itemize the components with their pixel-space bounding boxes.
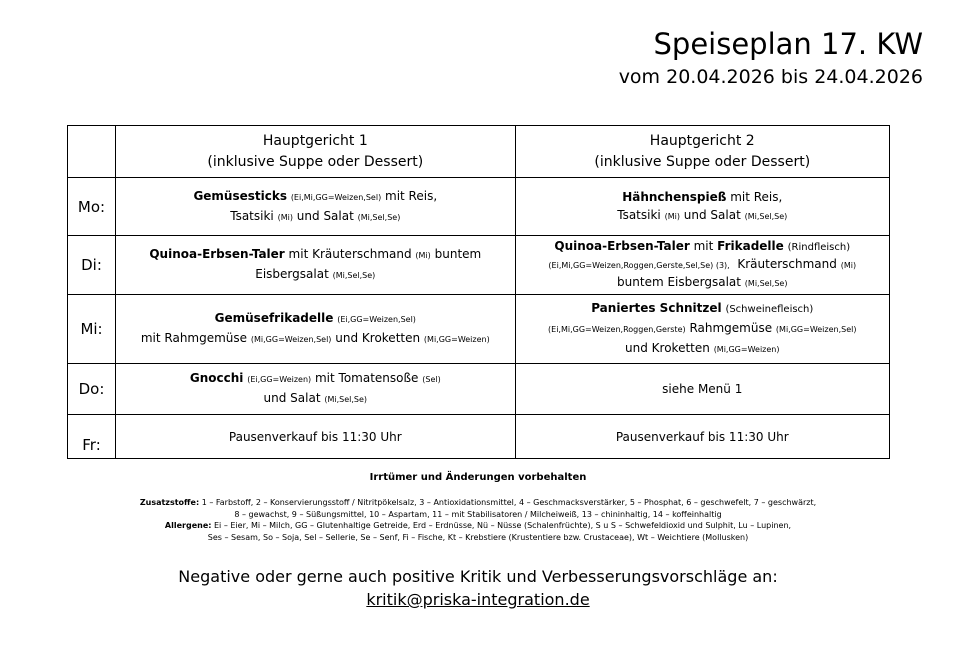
allergens-label: Allergene: xyxy=(164,521,212,530)
feedback-email-link[interactable]: kritik@priska-integration.de xyxy=(366,590,590,609)
dish-name: Hähnchenspieß xyxy=(622,189,727,204)
page-title: Speiseplan 17. KW xyxy=(653,27,923,61)
meal-thursday-1 xyxy=(116,364,515,415)
table-row-friday xyxy=(68,415,890,459)
dish-name: Gemüsefrikadelle xyxy=(214,311,334,325)
allergen-note: (Mi,GG=Weizen) xyxy=(713,345,780,354)
column-header-main-2 xyxy=(515,126,889,178)
column-header-main-2-title: Hauptgericht 2 xyxy=(649,132,755,149)
day-label-tuesday: Di: xyxy=(68,236,116,295)
allergen-note: (Mi) xyxy=(664,211,680,221)
table-row-wednesday xyxy=(68,295,890,364)
meal-monday-2 xyxy=(515,178,889,236)
meat-note: (Schweinefleisch) xyxy=(725,304,814,315)
dish-text: Tsatsiki xyxy=(617,207,661,222)
meal-friday-2 xyxy=(515,415,889,459)
date-range: vom 20.04.2026 bis 24.04.2026 xyxy=(618,66,923,88)
table-header-row xyxy=(68,126,890,178)
dish-text: mit Reis, xyxy=(730,189,783,204)
allergen-note: (Mi,Sel,Se) xyxy=(744,211,788,221)
dish-name: Gnocchi xyxy=(189,371,244,385)
allergens-text: Ei – Eier, Mi – Milch, GG – Glutenhaltige Getreide, Erd – Erdnüsse, Nü – Nüsse (Schalenfrüchte), S u S – Schwefeldioxid und Sulphit, Lu – Lupinen, xyxy=(214,521,792,530)
table-row-tuesday xyxy=(68,236,890,295)
meal-thursday-2 xyxy=(515,364,889,415)
feedback-text: Negative oder gerne auch positive Kritik und Verbesserungsvorschläge an: xyxy=(178,567,778,586)
dish-text: Pausenverkauf bis 11:30 Uhr xyxy=(615,429,789,444)
dish-text: und Salat xyxy=(683,207,741,222)
meal-friday-1 xyxy=(116,415,515,459)
dish-text: buntem xyxy=(434,247,482,261)
allergen-note: (Mi) xyxy=(415,251,431,260)
additives-label: Zusatzstoffe: xyxy=(139,498,200,507)
legend xyxy=(0,497,956,543)
table-row-monday xyxy=(68,178,890,236)
dish-name: Paniertes Schnitzel xyxy=(591,301,722,315)
allergen-note: (Ei,GG=Weizen,Sel) xyxy=(337,315,416,324)
allergens-text-cont: Ses – Sesam, So – Soja, Sel – Sellerie, Se – Senf, Fi – Fische, Kt – Krebstiere (Krustentiere bzw. Crustaceae), Wt – Weichtiere (Mollusken) xyxy=(207,532,749,542)
dish-text: mit Kräuterschmand xyxy=(288,247,412,261)
allergen-note: (Mi,Sel,Se) xyxy=(324,395,368,404)
allergen-note: (Mi) xyxy=(840,261,857,270)
dish-text: buntem Eisbergsalat xyxy=(617,275,741,289)
allergen-note: (Mi,Sel,Se) xyxy=(332,271,376,280)
column-header-main-1-title: Hauptgericht 1 xyxy=(262,132,368,149)
dish-name: Quinoa-Erbsen-Taler xyxy=(149,247,285,261)
day-label-friday: Fr: xyxy=(68,415,116,459)
allergen-note: (Ei,GG=Weizen) xyxy=(247,375,312,384)
additives-text: 1 – Farbstoff, 2 – Konservierungsstoff / Nitritpökelsalz, 3 – Antioxidationsmittel, 4 – Geschmacksverstärker, 5 – Phosphat, 6 – geschwefelt, 7 – geschwärzt, xyxy=(201,498,817,507)
additives-text-cont: 8 – gewachst, 9 – Süßungsmittel, 10 – Aspartam, 11 – mit Stabilisatoren / Milcheiweiß, 13 – chininhaltig, 14 – koffeinhaltig xyxy=(234,509,722,519)
dish-name: Gemüsesticks xyxy=(193,188,287,203)
dish-text: siehe Menü 1 xyxy=(662,382,743,396)
dish-text: und Salat xyxy=(263,391,321,405)
allergen-note: (Ei,Mi,GG=Weizen,Roggen,Gerste) xyxy=(548,325,686,334)
allergen-note: (Mi) xyxy=(277,212,293,222)
column-header-main-2-note: (inklusive Suppe oder Dessert) xyxy=(594,153,811,170)
dish-text: Kräuterschmand xyxy=(737,257,837,271)
dish-text: Pausenverkauf bis 11:30 Uhr xyxy=(228,429,402,444)
dish-text: Rahmgemüse xyxy=(689,321,773,335)
dish-text: und Kroketten xyxy=(625,341,710,355)
dish-text: und Kroketten xyxy=(335,331,421,345)
dish-name: Quinoa-Erbsen-Taler xyxy=(554,239,690,253)
column-header-main-1 xyxy=(116,126,515,178)
allergen-note: (Mi,Sel,Se) xyxy=(357,212,401,222)
dish-text: mit Tomatensoße xyxy=(314,371,419,385)
meal-wednesday-2 xyxy=(515,295,889,364)
menu-table xyxy=(67,125,890,459)
day-label-thursday: Do: xyxy=(68,364,116,415)
dish-name: Frikadelle xyxy=(717,239,784,253)
allergen-note: (Mi,GG=Weizen,Sel) xyxy=(775,325,857,334)
allergen-note: (Mi,Sel,Se) xyxy=(744,279,788,288)
header-corner-cell xyxy=(68,126,116,178)
allergen-note: (Ei,Mi,GG=Weizen,Roggen,Gerste,Sel,Se) (3), xyxy=(548,261,730,270)
dish-text: mit Rahmgemüse xyxy=(140,331,248,345)
dish-text: Eisbergsalat xyxy=(255,267,329,281)
dish-text: und Salat xyxy=(296,208,354,223)
meat-note: (Rindfleisch) xyxy=(787,242,851,253)
allergen-note: (Sel) xyxy=(422,375,441,384)
table-row-thursday xyxy=(68,364,890,415)
day-label-wednesday: Mi: xyxy=(68,295,116,364)
disclaimer-notice: Irrtümer und Änderungen vorbehalten xyxy=(369,472,587,483)
meal-tuesday-1 xyxy=(116,236,515,295)
allergen-note: (Mi,GG=Weizen,Sel) xyxy=(250,335,332,344)
dish-text: Tsatsiki xyxy=(230,208,274,223)
feedback-section xyxy=(0,565,956,611)
meal-tuesday-2 xyxy=(515,236,889,295)
dish-text: mit xyxy=(693,239,714,253)
allergen-note: (Ei,Mi,GG=Weizen,Sel) xyxy=(290,192,382,202)
allergen-note: (Mi,GG=Weizen) xyxy=(423,335,490,344)
meal-wednesday-1 xyxy=(116,295,515,364)
meal-monday-1 xyxy=(116,178,515,236)
column-header-main-1-note: (inklusive Suppe oder Dessert) xyxy=(207,153,424,170)
day-label-monday: Mo: xyxy=(68,178,116,236)
dish-text: mit Reis, xyxy=(385,188,438,203)
